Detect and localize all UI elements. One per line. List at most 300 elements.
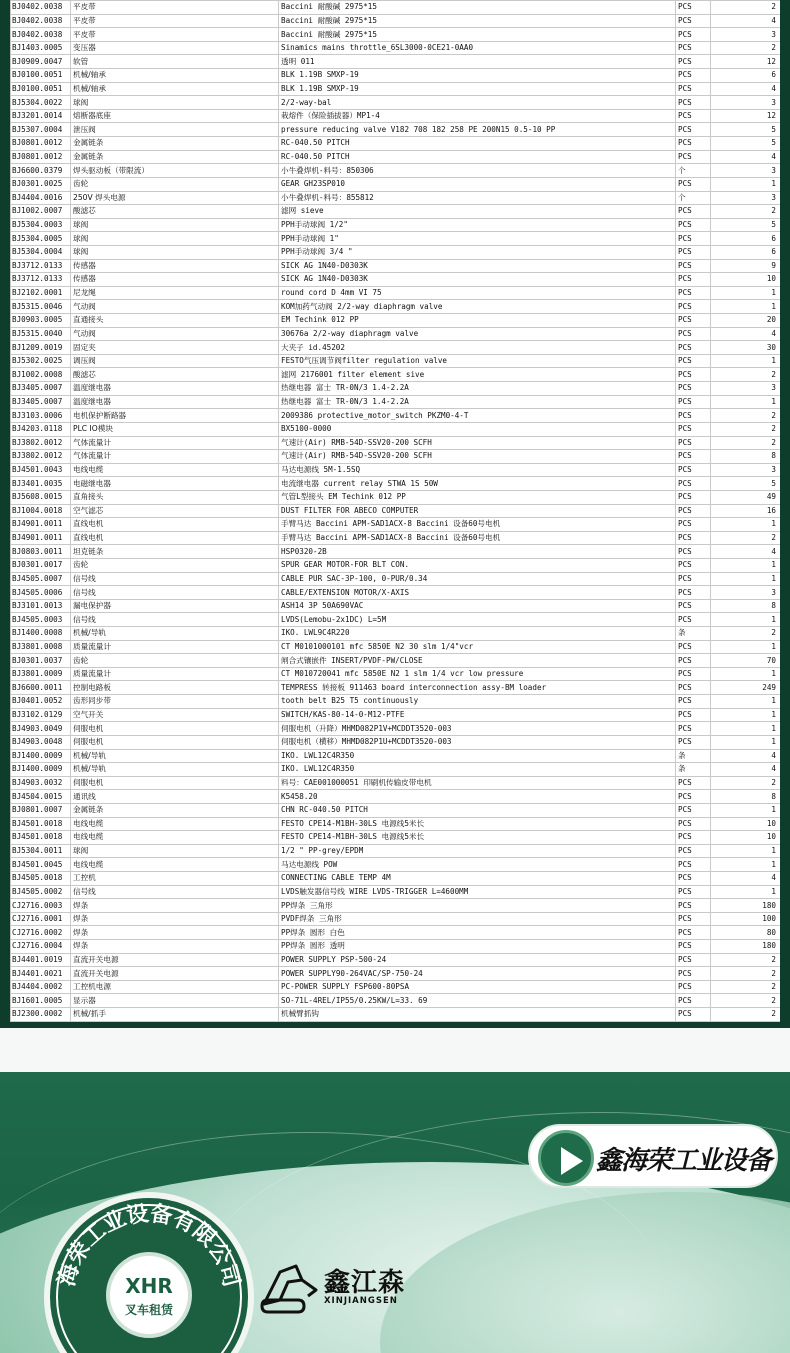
table-row	[11, 572, 781, 586]
company-logo	[258, 1260, 458, 1320]
part-spec-cell: TEMPRESS 转接板 911463 board interconnection assy-BM loader	[279, 681, 676, 695]
part-name-cell: 直角接头	[71, 490, 279, 504]
part-spec-cell: Sinamics mains throttle_6SL3000-0CE21-0AA0	[279, 41, 676, 55]
quantity-cell: 1	[711, 572, 781, 586]
play-icon	[538, 1130, 594, 1186]
unit-cell: PCS	[676, 150, 711, 164]
part-name-cell: 酸滤芯	[71, 205, 279, 219]
part-code-cell: BJ4501.0045	[11, 858, 71, 872]
part-spec-cell: round cord D 4mm VI 75	[279, 286, 676, 300]
quantity-cell: 2	[711, 531, 781, 545]
part-spec-cell: K5458.20	[279, 790, 676, 804]
part-spec-cell: IKO. LWL9C4R220	[279, 627, 676, 641]
unit-cell: 条	[676, 749, 711, 763]
part-name-cell: 齿轮	[71, 654, 279, 668]
quantity-cell: 2	[711, 953, 781, 967]
part-name-cell: 传感器	[71, 273, 279, 287]
part-code-cell: BJ0801.0007	[11, 803, 71, 817]
quantity-cell: 4	[711, 749, 781, 763]
part-spec-cell: 气管L型接头 EM Techink 012 PP	[279, 490, 676, 504]
table-row	[11, 450, 781, 464]
unit-cell: PCS	[676, 368, 711, 382]
part-spec-cell: POWER SUPPLY PSP-500-24	[279, 953, 676, 967]
part-spec-cell: ASH14 3P 50A690VAC	[279, 599, 676, 613]
unit-cell: PCS	[676, 545, 711, 559]
unit-cell: PCS	[676, 96, 711, 110]
part-code-cell: BJ5307.0004	[11, 123, 71, 137]
quantity-cell: 2	[711, 627, 781, 641]
part-code-cell: BJ3712.0133	[11, 259, 71, 273]
table-row	[11, 436, 781, 450]
unit-cell: PCS	[676, 967, 711, 981]
company-seal	[44, 1192, 254, 1353]
part-spec-cell: BLK 1.19B SMXP-19	[279, 82, 676, 96]
table-row	[11, 368, 781, 382]
unit-cell: PCS	[676, 572, 711, 586]
unit-cell: PCS	[676, 858, 711, 872]
part-code-cell: BJ1002.0008	[11, 368, 71, 382]
part-code-cell: BJ4501.0018	[11, 831, 71, 845]
part-code-cell: BJ4203.0118	[11, 422, 71, 436]
part-name-cell: 信号线	[71, 885, 279, 899]
table-row	[11, 504, 781, 518]
part-name-cell: 调压阀	[71, 354, 279, 368]
part-spec-cell: PP焊条 圆形 白色	[279, 926, 676, 940]
unit-cell: PCS	[676, 844, 711, 858]
unit-cell: PCS	[676, 599, 711, 613]
quantity-cell: 1	[711, 667, 781, 681]
logo-name: 鑫江森	[324, 1268, 406, 1298]
part-code-cell: BJ0402.0038	[11, 28, 71, 42]
part-code-cell: BJ4505.0018	[11, 872, 71, 886]
quantity-cell: 3	[711, 96, 781, 110]
table-row	[11, 531, 781, 545]
table-row	[11, 858, 781, 872]
part-code-cell: CJ2716.0004	[11, 940, 71, 954]
part-name-cell: 控制电路板	[71, 681, 279, 695]
part-name-cell: 显示器	[71, 994, 279, 1008]
part-code-cell: BJ0909.0047	[11, 55, 71, 69]
quantity-cell: 1	[711, 613, 781, 627]
quantity-cell: 1	[711, 177, 781, 191]
part-name-cell: 电机保护断路器	[71, 409, 279, 423]
part-code-cell: BJ4505.0006	[11, 586, 71, 600]
part-code-cell: BJ4505.0002	[11, 885, 71, 899]
part-name-cell: 工控机电源	[71, 980, 279, 994]
quantity-cell: 3	[711, 28, 781, 42]
quantity-cell: 6	[711, 232, 781, 246]
part-spec-cell: IKO. LWL12C4R350	[279, 749, 676, 763]
part-name-cell: 焊条	[71, 899, 279, 913]
quantity-cell: 16	[711, 504, 781, 518]
part-spec-cell: 1/2 " PP-grey/EPDM	[279, 844, 676, 858]
table-row	[11, 191, 781, 205]
part-code-cell: BJ1209.0019	[11, 341, 71, 355]
part-spec-cell: CT M010720041 mfc 5850E N2 1 slm 1/4 vcr low pressure	[279, 667, 676, 681]
part-name-cell: 平皮带	[71, 28, 279, 42]
quantity-cell: 2	[711, 41, 781, 55]
part-code-cell: BJ2102.0001	[11, 286, 71, 300]
part-name-cell: 齿轮	[71, 177, 279, 191]
part-spec-cell: FESTO CPE14-M1BH-30LS 电源线5米长	[279, 817, 676, 831]
quantity-cell: 180	[711, 940, 781, 954]
part-spec-cell: 透明 011	[279, 55, 676, 69]
quantity-cell: 6	[711, 245, 781, 259]
unit-cell: PCS	[676, 123, 711, 137]
part-name-cell: 温度继电器	[71, 382, 279, 396]
table-row	[11, 831, 781, 845]
table-row	[11, 341, 781, 355]
part-name-cell: 漏电保护器	[71, 599, 279, 613]
logo-english-name: XINJIANGSEN	[324, 1296, 398, 1306]
table-row	[11, 776, 781, 790]
part-spec-cell: 30676a 2/2-way diaphragm valve	[279, 327, 676, 341]
part-code-cell: BJ5608.0015	[11, 490, 71, 504]
table-row	[11, 477, 781, 491]
part-spec-cell: LVDS(Lemobu-2x1DC) L=5M	[279, 613, 676, 627]
table-row	[11, 722, 781, 736]
quantity-cell: 1	[711, 803, 781, 817]
part-name-cell: 伺服电机	[71, 776, 279, 790]
part-code-cell: BJ1400.0009	[11, 763, 71, 777]
part-code-cell: BJ5304.0003	[11, 218, 71, 232]
table-row	[11, 286, 781, 300]
unit-cell: PCS	[676, 613, 711, 627]
table-row	[11, 109, 781, 123]
unit-cell: PCS	[676, 245, 711, 259]
unit-cell: PCS	[676, 82, 711, 96]
unit-cell: 个	[676, 191, 711, 205]
quantity-cell: 49	[711, 490, 781, 504]
unit-cell: PCS	[676, 980, 711, 994]
quantity-cell: 5	[711, 137, 781, 151]
quantity-cell: 1	[711, 858, 781, 872]
quantity-cell: 3	[711, 164, 781, 178]
unit-cell: PCS	[676, 273, 711, 287]
quantity-cell: 4	[711, 150, 781, 164]
table-row	[11, 980, 781, 994]
seal-subtitle: 叉车租赁	[124, 1303, 173, 1317]
unit-cell: PCS	[676, 436, 711, 450]
part-spec-cell: Baccini 耐酸碱 2975*15	[279, 28, 676, 42]
quantity-cell: 30	[711, 341, 781, 355]
parts-table-body	[11, 1, 781, 1022]
part-code-cell: BJ4903.0049	[11, 722, 71, 736]
part-code-cell: BJ2300.0002	[11, 1008, 71, 1022]
quantity-cell: 4	[711, 327, 781, 341]
part-name-cell: 泄压阀	[71, 123, 279, 137]
table-row	[11, 967, 781, 981]
part-code-cell: BJ4404.0016	[11, 191, 71, 205]
table-row	[11, 69, 781, 83]
quantity-cell: 1	[711, 735, 781, 749]
excavator-icon	[258, 1260, 322, 1316]
unit-cell: PCS	[676, 912, 711, 926]
part-code-cell: BJ1002.0007	[11, 205, 71, 219]
part-name-cell: 机械/轴承	[71, 69, 279, 83]
quantity-cell: 2	[711, 205, 781, 219]
part-code-cell: BJ4501.0018	[11, 817, 71, 831]
part-spec-cell: 气速计(Air) RMB-54D-SSV20-200 SCFH	[279, 450, 676, 464]
part-name-cell: 机械/导轨	[71, 749, 279, 763]
unit-cell: PCS	[676, 109, 711, 123]
part-code-cell: BJ3101.0013	[11, 599, 71, 613]
part-code-cell: BJ0100.0051	[11, 82, 71, 96]
unit-cell: PCS	[676, 994, 711, 1008]
part-name-cell: 齿形同步带	[71, 695, 279, 709]
unit-cell: PCS	[676, 504, 711, 518]
table-row	[11, 1, 781, 15]
quantity-cell: 4	[711, 872, 781, 886]
table-row	[11, 463, 781, 477]
part-spec-cell: HSP0320-2B	[279, 545, 676, 559]
parts-table-sheet	[10, 0, 780, 1022]
part-code-cell: BJ0301.0037	[11, 654, 71, 668]
unit-cell: PCS	[676, 831, 711, 845]
table-row	[11, 817, 781, 831]
table-row	[11, 518, 781, 532]
part-code-cell: BJ5304.0011	[11, 844, 71, 858]
unit-cell: PCS	[676, 490, 711, 504]
part-spec-cell: 伺服电机（横移）MHMD082P1U+MCDDT3520-003	[279, 735, 676, 749]
table-row	[11, 899, 781, 913]
quantity-cell: 100	[711, 912, 781, 926]
part-code-cell: BJ1004.0018	[11, 504, 71, 518]
part-name-cell: 伺服电机	[71, 735, 279, 749]
unit-cell: PCS	[676, 640, 711, 654]
table-row	[11, 490, 781, 504]
unit-cell: 个	[676, 164, 711, 178]
quantity-cell: 1	[711, 354, 781, 368]
unit-cell: PCS	[676, 654, 711, 668]
company-name-badge[interactable]	[528, 1124, 778, 1188]
unit-cell: PCS	[676, 69, 711, 83]
unit-cell: PCS	[676, 137, 711, 151]
unit-cell: PCS	[676, 899, 711, 913]
part-code-cell: BJ4901.0011	[11, 531, 71, 545]
part-spec-cell: RC-040.50 PITCH	[279, 137, 676, 151]
unit-cell: PCS	[676, 327, 711, 341]
part-name-cell: 焊条	[71, 940, 279, 954]
part-name-cell: 电磁继电器	[71, 477, 279, 491]
part-spec-cell: BX5100-0000	[279, 422, 676, 436]
unit-cell: PCS	[676, 14, 711, 28]
unit-cell: PCS	[676, 259, 711, 273]
part-spec-cell: PVDF焊条 三角形	[279, 912, 676, 926]
table-row	[11, 28, 781, 42]
part-name-cell: 气体流量计	[71, 450, 279, 464]
table-row	[11, 300, 781, 314]
quantity-cell: 2	[711, 967, 781, 981]
quantity-cell: 5	[711, 123, 781, 137]
part-spec-cell: 气速计(Air) RMB-54D-SSV20-200 SCFH	[279, 436, 676, 450]
quantity-cell: 1	[711, 722, 781, 736]
part-name-cell: 尼龙绳	[71, 286, 279, 300]
part-name-cell: 固定夹	[71, 341, 279, 355]
quantity-cell: 4	[711, 82, 781, 96]
part-spec-cell: 料号：CAE001000051 印刷机传输皮带电机	[279, 776, 676, 790]
table-row	[11, 763, 781, 777]
part-spec-cell: 大夹子 id.45202	[279, 341, 676, 355]
part-spec-cell: PPH手动球阀 1/2"	[279, 218, 676, 232]
table-row	[11, 735, 781, 749]
quantity-cell: 2	[711, 368, 781, 382]
part-name-cell: 信号线	[71, 613, 279, 627]
part-name-cell: 电线电缆	[71, 817, 279, 831]
unit-cell: PCS	[676, 55, 711, 69]
part-spec-cell: 手臂马达 Baccini APM-SAD1ACX-8 Baccini 设备60号电机	[279, 518, 676, 532]
unit-cell: PCS	[676, 477, 711, 491]
quantity-cell: 1	[711, 395, 781, 409]
part-code-cell: CJ2716.0001	[11, 912, 71, 926]
unit-cell: PCS	[676, 872, 711, 886]
quantity-cell: 3	[711, 382, 781, 396]
part-spec-cell: PPH手动球阀 1"	[279, 232, 676, 246]
part-code-cell: BJ3801.0009	[11, 667, 71, 681]
part-code-cell: BJ3201.0014	[11, 109, 71, 123]
unit-cell: PCS	[676, 803, 711, 817]
part-code-cell: BJ6600.0379	[11, 164, 71, 178]
part-spec-cell: GEAR GH23SP010	[279, 177, 676, 191]
part-spec-cell: 2009386 protective_motor_switch PKZM0-4-T	[279, 409, 676, 423]
part-spec-cell: CABLE/EXTENSION MOTOR/X-AXIS	[279, 586, 676, 600]
part-name-cell: 温度继电器	[71, 395, 279, 409]
part-name-cell: 气动阀	[71, 327, 279, 341]
part-code-cell: BJ1403.0005	[11, 41, 71, 55]
table-row	[11, 790, 781, 804]
quantity-cell: 2	[711, 436, 781, 450]
part-spec-cell: 手臂马达 Baccini APM-SAD1ACX-8 Baccini 设备60号电机	[279, 531, 676, 545]
table-row	[11, 218, 781, 232]
part-code-cell: BJ4505.0007	[11, 572, 71, 586]
quantity-cell: 9	[711, 259, 781, 273]
part-spec-cell: CONNECTING CABLE TEMP 4M	[279, 872, 676, 886]
part-spec-cell: 马达电源线 POW	[279, 858, 676, 872]
quantity-cell: 4	[711, 763, 781, 777]
part-code-cell: BJ1601.0005	[11, 994, 71, 1008]
part-spec-cell: 小牛叠焊机-料号：855812	[279, 191, 676, 205]
part-name-cell: 直线电机	[71, 518, 279, 532]
part-spec-cell: FESTO CPE14-M1BH-30LS 电源线5米长	[279, 831, 676, 845]
part-name-cell: 金属链条	[71, 803, 279, 817]
table-row	[11, 872, 781, 886]
part-code-cell: BJ3103.0006	[11, 409, 71, 423]
quantity-cell: 8	[711, 450, 781, 464]
unit-cell: PCS	[676, 586, 711, 600]
part-name-cell: 焊条	[71, 912, 279, 926]
unit-cell: PCS	[676, 708, 711, 722]
part-name-cell: 质量流量计	[71, 640, 279, 654]
table-row	[11, 844, 781, 858]
unit-cell: PCS	[676, 681, 711, 695]
part-spec-cell: KOM加药气动阀 2/2-way diaphragm valve	[279, 300, 676, 314]
unit-cell: PCS	[676, 41, 711, 55]
part-code-cell: BJ5315.0040	[11, 327, 71, 341]
quantity-cell: 12	[711, 55, 781, 69]
quantity-cell: 80	[711, 926, 781, 940]
part-spec-cell: LVDS触发器信号线 WIRE LVDS-TRIGGER L=4600MM	[279, 885, 676, 899]
part-code-cell: BJ3802.0012	[11, 450, 71, 464]
unit-cell: PCS	[676, 409, 711, 423]
part-name-cell: 焊头驱动板（带限流）	[71, 164, 279, 178]
part-code-cell: BJ0100.0051	[11, 69, 71, 83]
table-row	[11, 681, 781, 695]
divider-strip	[0, 1028, 790, 1072]
part-name-cell: 气动阀	[71, 300, 279, 314]
part-spec-cell: FESTO气压调节阀filter regulation valve	[279, 354, 676, 368]
quantity-cell: 1	[711, 695, 781, 709]
unit-cell: PCS	[676, 885, 711, 899]
table-row	[11, 177, 781, 191]
part-code-cell: BJ4401.0019	[11, 953, 71, 967]
unit-cell: PCS	[676, 558, 711, 572]
part-code-cell: BJ0401.0052	[11, 695, 71, 709]
part-spec-cell: 电流继电器 current relay STWA 1S 50W	[279, 477, 676, 491]
unit-cell: PCS	[676, 395, 711, 409]
unit-cell: PCS	[676, 953, 711, 967]
part-code-cell: BJ4401.0021	[11, 967, 71, 981]
quantity-cell: 8	[711, 599, 781, 613]
part-name-cell: 金属链条	[71, 137, 279, 151]
unit-cell: PCS	[676, 422, 711, 436]
table-row	[11, 422, 781, 436]
part-name-cell: 软管	[71, 55, 279, 69]
part-code-cell: BJ3102.0129	[11, 708, 71, 722]
part-code-cell: BJ3405.0007	[11, 395, 71, 409]
part-spec-cell: 2/2-way-bal	[279, 96, 676, 110]
part-name-cell: 通讯线	[71, 790, 279, 804]
part-code-cell: BJ0301.0025	[11, 177, 71, 191]
table-row	[11, 667, 781, 681]
part-code-cell: CJ2716.0002	[11, 926, 71, 940]
quantity-cell: 2	[711, 776, 781, 790]
part-name-cell: 直线电机	[71, 531, 279, 545]
table-row	[11, 926, 781, 940]
part-name-cell: 球阀	[71, 96, 279, 110]
table-row	[11, 654, 781, 668]
table-row	[11, 395, 781, 409]
unit-cell: PCS	[676, 314, 711, 328]
quantity-cell: 180	[711, 899, 781, 913]
part-spec-cell: SICK AG 1N40-D0303K	[279, 259, 676, 273]
part-name-cell: 平皮带	[71, 14, 279, 28]
table-row	[11, 885, 781, 899]
part-code-cell: BJ0402.0038	[11, 14, 71, 28]
part-code-cell: BJ3712.0133	[11, 273, 71, 287]
part-name-cell: 酸滤芯	[71, 368, 279, 382]
part-code-cell: BJ4504.0015	[11, 790, 71, 804]
part-code-cell: BJ6600.0011	[11, 681, 71, 695]
quantity-cell: 2	[711, 422, 781, 436]
part-spec-cell: SWITCH/KAS-80-14-0-M12-PTFE	[279, 708, 676, 722]
part-name-cell: PLC IO模块	[71, 422, 279, 436]
table-row	[11, 327, 781, 341]
table-row	[11, 123, 781, 137]
quantity-cell: 1	[711, 885, 781, 899]
table-row	[11, 1008, 781, 1022]
quantity-cell: 20	[711, 314, 781, 328]
seal-ring-text: 海荣工业设备有限公司	[54, 1201, 244, 1290]
unit-cell: PCS	[676, 286, 711, 300]
part-code-cell: BJ4903.0032	[11, 776, 71, 790]
part-spec-cell: PP焊条 三角形	[279, 899, 676, 913]
company-name-text: 鑫海荣工业设备	[596, 1146, 772, 1176]
part-name-cell: 变压器	[71, 41, 279, 55]
unit-cell: PCS	[676, 790, 711, 804]
part-name-cell: 球阀	[71, 245, 279, 259]
part-code-cell: BJ4501.0043	[11, 463, 71, 477]
part-spec-cell: DUST FILTER FOR ABECO COMPUTER	[279, 504, 676, 518]
